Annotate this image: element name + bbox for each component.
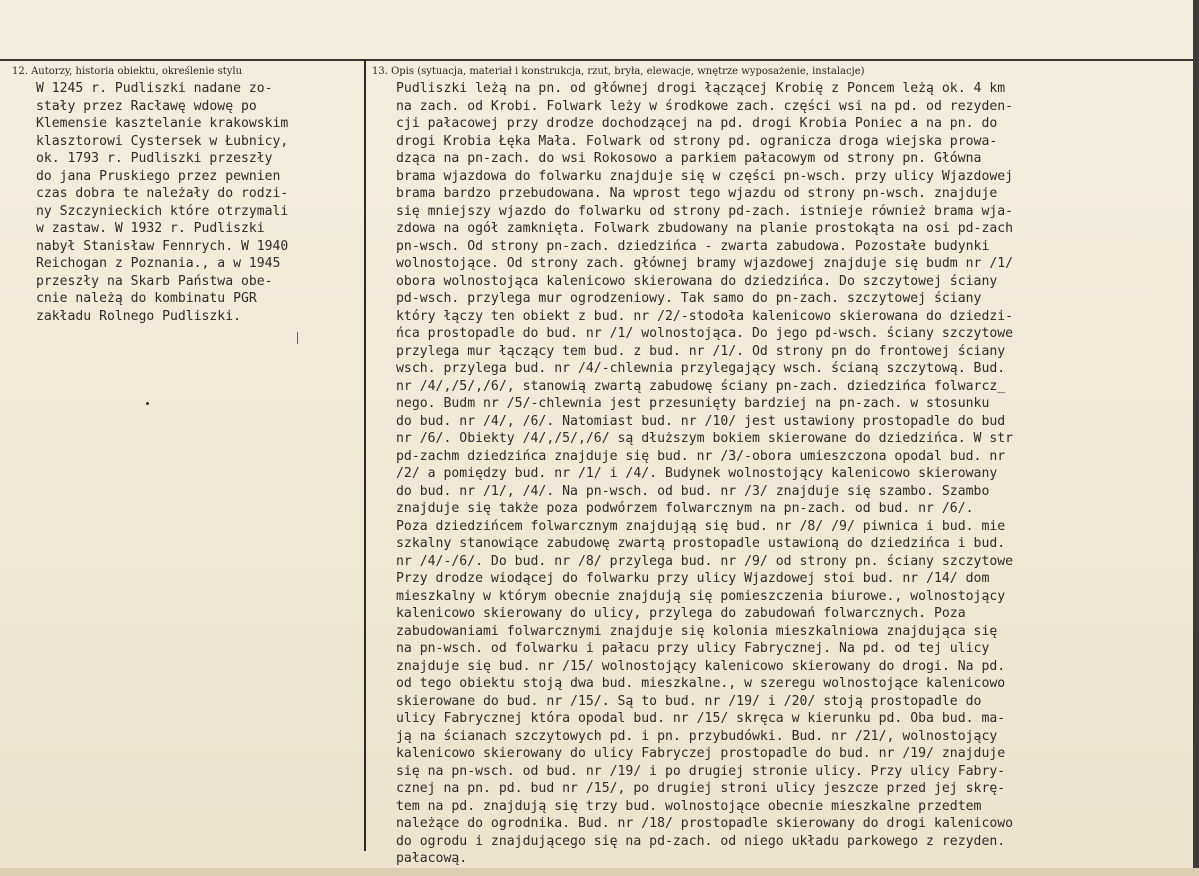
text-line: czas dobra te należały do rodzi-	[36, 186, 289, 201]
text-line: szkalny stanowiące zabudowę zwartą prostopadle ustawioną do dziedzińca i bud.	[396, 536, 1006, 551]
text-line: nr /4/-/6/. Do bud. nr /8/ przylega bud. nr /9/ od strony pn. ściany szczytowe	[396, 553, 1014, 569]
text-line: stały przez Racławę wdowę po	[36, 98, 257, 114]
bottom-margin	[0, 868, 1199, 876]
text-line: kalenicowo skierowany do ulicy, przylega do zabudowań folwarcznych. Poza	[396, 606, 966, 621]
description-heading: 13. Opis (sytuacja, materiał i konstrukcja, rzut, bryła, elewacje, wnętrze wyposażenie, instalacje)	[372, 66, 865, 77]
text-line: W 1245 r. Pudliszki nadane zo-	[36, 81, 273, 96]
text-line: pn-wsch. Od strony pn-zach. dziedzińca - zwarta zabudowa. Pozostałe budynki	[396, 238, 990, 254]
text-line: znajduje się także poza podwórzem folwarcznym na pn-zach. od bud. nr /6/.	[396, 501, 974, 516]
text-line: pd-wsch. przylega mur ogrodzeniowy. Tak samo do pn-zach. szczytowej ściany	[396, 291, 982, 306]
ink-dot	[146, 402, 149, 405]
text-line: Przy drodze wiodącej do folwarku przy ulicy Wjazdowej stoi bud. nr /14/ dom	[396, 571, 990, 586]
text-line: ny Szczynieckich które otrzymali	[36, 203, 289, 219]
text-line: od tego obiektu stoją dwa bud. mieszkalne., w szeregu wolnostojące kalenicowo	[396, 676, 1006, 691]
text-line: nr /4/,/5/,/6/, stanowią zwartą zabudowę ściany pn-zach. dziedzińca folwarcz_	[396, 378, 1006, 394]
text-line: wsch. przylega bud. nr /4/-chlewnia przylegający wsch. ścianą szczytową. Bud.	[396, 361, 1006, 376]
pencil-mark	[297, 332, 298, 344]
text-line: cji pałacowej przy drodze dochodzącej na pd. drogi Krobia Poniec a na pn. do	[396, 116, 998, 131]
text-line: dząca na pn-zach. do wsi Rokosowo a parkiem pałacowym od strony pn. Główna	[396, 151, 982, 166]
text-line: należące do ogrodnika. Bud. nr /18/ prostopadle skierowany do drogi kalenicowo	[396, 816, 1014, 831]
text-line: Klemensie kasztelanie krakowskim	[36, 116, 289, 131]
text-line: kalenicowo skierowany do ulicy Fabryczej prostopadle do bud. nr /19/ znajduje	[396, 746, 1006, 761]
text-line: który łączy ten obiekt z bud. nr /2/-stodoła kalenicowo skierowana do dziedzi-	[396, 308, 1014, 324]
text-line: do jana Pruskiego przez pewnien	[36, 168, 281, 184]
text-line: na zach. od Krobi. Folwark leży w środkowe zach. części wsi na pd. od rezyden-	[396, 98, 1014, 114]
text-line: nabył Stanisław Fennrych. W 1940	[36, 238, 289, 254]
authors-history-text	[36, 80, 288, 325]
text-line: do ogrodu i znajdującego się na pd-zach. od niego układu parkowego z rezyden.	[396, 833, 1006, 849]
text-line: cnie należą do kombinatu PGR	[36, 291, 257, 306]
text-line: mieszkalny w którym obecnie znajdują się pomieszczenia biurowe., wolnostojący	[396, 588, 1006, 604]
text-line: się mniejszy wjazdo do folwarku od strony pd-zach. istnieje również brama wja-	[396, 203, 1014, 219]
text-line: Pudliszki leżą na pn. od głównej drogi łączącej Krobię z Poncem leżą ok. 4 km	[396, 81, 1006, 96]
text-line: brama bardzo przebudowana. Na wprost tego wjazdu od strony pn-wsch. znajduje	[396, 186, 998, 201]
text-line: pałacową.	[396, 851, 468, 866]
description-text	[396, 80, 1013, 868]
text-line: /2/ a pomiędzy bud. nr /1/ i /4/. Budynek wolnostojący kalenicowo skierowany	[396, 466, 998, 481]
text-line: do bud. nr /1/, /4/. Na pn-wsch. od bud. nr /3/ znajduje się szambo. Szambo	[396, 483, 990, 499]
text-line: Poza dziedzińcem folwarcznym znajdująą się bud. nr /8/ /9/ piwnica i bud. mie	[396, 518, 1006, 534]
text-line: drogi Krobia Łęka Mała. Folwark od strony pd. ogranicza droga wiejska prowa-	[396, 133, 998, 149]
text-line: się na pn-wsch. od bud. nr /19/ i po drugiej stronie ulicy. Przy ulicy Fabry-	[396, 763, 1006, 779]
text-line: wolnostojące. Od strony zach. głównej bramy wjazdowej znajduje się budm nr /1/	[396, 256, 1014, 271]
text-line: zakładu Rolnego Pudliszki.	[36, 308, 241, 324]
text-line: przeszły na Skarb Państwa obe-	[36, 273, 273, 289]
text-line: ulicy Fabrycznej która opodal bud. nr /15/ skręca w kierunku pd. Oba bud. ma-	[396, 711, 1006, 726]
text-line: cznej na pn. pd. bud nr /15/, po drugiej stroni ulicy jeszcze przed jej skrę-	[396, 781, 1006, 796]
text-line: obora wolnostojąca kalenicowo skierowana do dziedzińca. Do szczytowej ściany	[396, 273, 998, 289]
text-line: Reichogan z Poznania., a w 1945	[36, 256, 281, 271]
text-line: znajduje się bud. nr /15/ wolnostojący kalenicowo skierowany do drogi. Na pd.	[396, 658, 1006, 674]
text-line: ją na ścianach szczytowych pd. i pn. przybudówki. Bud. nr /21/, wolnostojący	[396, 728, 998, 744]
text-line: brama wjazdowa do folwarku znajduje się w części pn-wsch. przy ulicy Wjazdowej	[396, 168, 1014, 184]
text-line: skierowane do bud. nr /15/. Są to bud. nr /19/ i /20/ stoją prostopadle do	[396, 693, 982, 709]
text-line: w zastaw. W 1932 r. Pudliszki	[36, 221, 265, 236]
text-line: zabudowaniami folwarcznymi znajduje się kolonia mieszkalniowa znajdująca się	[396, 623, 998, 639]
text-line: ok. 1793 r. Pudliszki przeszły	[36, 151, 273, 166]
header-rule	[0, 59, 1199, 61]
text-line: tem na pd. znajdują się trzy bud. wolnostojące obecnie mieszkalne przedtem	[396, 798, 982, 814]
text-line: zdowa na ogół zamknięta. Folwark zbudowany na planie prostokąta na osi pd-zach	[396, 221, 1014, 236]
text-line: pd-zachm dziedzińca znajduje się bud. nr /3/-obora umieszczona opodal bud. nr	[396, 448, 1006, 464]
text-line: nego. Budm nr /5/-chlewnia jest przesunięty bardziej na pn-zach. w stosunku	[396, 396, 990, 411]
text-line: przylega mur łączący tem bud. z bud. nr /1/. Od strony pn do frontowej ściany	[396, 343, 1006, 359]
text-line: ńca prostopadle do bud. nr /1/ wolnostojąca. Do jego pd-wsch. ściany szczytowe	[396, 326, 1014, 341]
text-line: klasztorowi Cystersek w Łubnicy,	[36, 133, 289, 149]
text-line: do bud. nr /4/, /6/. Natomiast bud. nr /10/ jest ustawiony prostopadle do bud	[396, 413, 1006, 429]
text-line: nr /6/. Obiekty /4/,/5/,/6/ są dłuższym bokiem skierowane do dziedzińca. W str	[396, 431, 1014, 446]
column-divider	[364, 59, 366, 851]
text-line: na pn-wsch. od folwarku i pałacu przy ulicy Fabrycznej. Na pd. od tej ulicy	[396, 641, 990, 656]
authors-heading: 12. Autorzy, historia obiektu, określenie stylu	[12, 66, 243, 77]
page-edge	[1193, 0, 1199, 876]
